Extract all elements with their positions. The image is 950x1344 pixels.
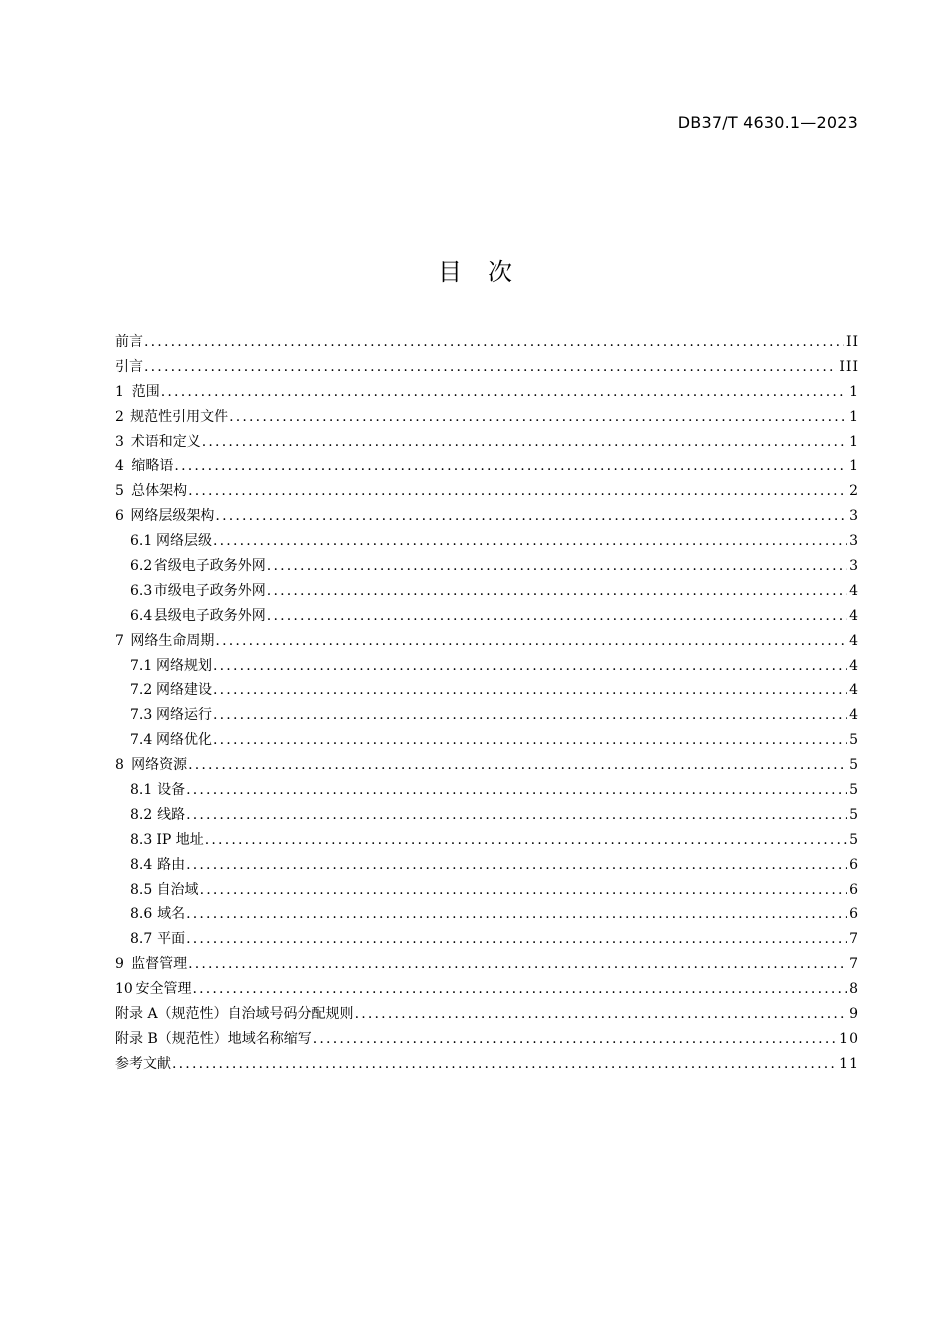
toc-entry-label: 设备 [157, 782, 186, 799]
toc-entry-label: 域名 [157, 906, 186, 923]
toc-entry-number: 8.6 [130, 906, 153, 923]
toc-entry-label: 路由 [157, 856, 186, 873]
toc-dot-leader [172, 1052, 837, 1077]
toc-entry-number: 附录 B（规范性） [115, 1030, 228, 1047]
toc-entry-page: 5 [849, 782, 859, 799]
toc-entry-number: 5 [115, 483, 124, 500]
toc-entry-number: 6.2 [130, 558, 153, 575]
toc-entry-label: 前言 [115, 334, 143, 350]
toc-entry-number: 7.3 [130, 707, 153, 724]
toc-dot-leader [313, 1027, 837, 1052]
toc-dot-leader [213, 654, 847, 679]
toc-entry-number: 8.3 [130, 831, 153, 848]
toc-entry-page: 9 [849, 1006, 859, 1023]
toc-entry-page: 1 [849, 383, 859, 400]
toc-entry[interactable] [115, 454, 859, 479]
toc-dot-leader [144, 355, 837, 380]
toc-dot-leader [200, 878, 848, 903]
toc-entry-label: 范围 [131, 383, 160, 400]
toc-entry[interactable] [115, 479, 859, 504]
toc-entry-page: 4 [849, 682, 859, 699]
toc-entry[interactable] [115, 728, 859, 753]
toc-dot-leader [213, 728, 847, 753]
toc-entry-number: 7 [115, 632, 124, 649]
toc-entry[interactable] [115, 554, 859, 579]
toc-entry-number: 6 [115, 508, 124, 525]
toc-entry-page: 6 [849, 881, 859, 898]
toc-heading-part1: 目 [438, 258, 462, 286]
toc-entry-page: 4 [849, 582, 859, 599]
toc-entry-number: 8.5 [130, 881, 153, 898]
toc-entry[interactable] [115, 753, 859, 778]
toc-dot-leader [213, 703, 847, 728]
toc-dot-leader [192, 977, 847, 1002]
toc-entry-page: 5 [849, 732, 859, 749]
toc-entry[interactable] [115, 504, 859, 529]
toc-entry-label: 县级电子政务外网 [153, 607, 266, 624]
toc-entry-page: 5 [849, 831, 859, 848]
toc-entry-label: 网络优化 [156, 732, 212, 749]
toc-entry-page: 6 [849, 906, 859, 923]
toc-dot-leader [267, 554, 847, 579]
toc-entry[interactable] [115, 803, 859, 828]
toc-entry[interactable] [115, 927, 859, 952]
toc-entry[interactable] [115, 1002, 859, 1027]
toc-dot-leader [188, 753, 847, 778]
toc-entry[interactable] [115, 878, 859, 903]
toc-entry-label: 网络运行 [156, 707, 212, 724]
toc-entry-number: 6.3 [130, 582, 153, 599]
toc-dot-leader [188, 952, 847, 977]
toc-entry[interactable] [115, 678, 859, 703]
toc-dot-leader [186, 778, 847, 803]
toc-entry-label: 线路 [157, 806, 186, 823]
toc-entry-label: 自治域 [156, 881, 199, 898]
toc-entry-number: 2 [115, 408, 124, 425]
toc-entry-page: 1 [849, 408, 859, 425]
toc-entry-page: 8 [849, 981, 859, 998]
toc-entry-label: 网络资源 [131, 757, 188, 774]
toc-entry-number: 8.2 [130, 806, 153, 823]
toc-entry-number: 8 [115, 757, 124, 774]
toc-entry-number: 6.4 [130, 607, 153, 624]
toc-entry-label: 引言 [115, 358, 143, 375]
toc-entry[interactable] [115, 529, 859, 554]
toc-dot-leader [144, 330, 844, 355]
toc-entry[interactable] [115, 977, 859, 1002]
toc-entry-page: 4 [849, 632, 859, 649]
toc-dot-leader [213, 529, 847, 554]
toc-heading-part2: 次 [488, 258, 512, 286]
toc-entry-page: 1 [849, 433, 859, 450]
toc-entry-label: IP 地址 [156, 831, 204, 848]
toc-entry-page: 4 [849, 707, 859, 724]
toc-entry[interactable] [115, 703, 859, 728]
toc-entry-label: 网络层级架构 [130, 508, 215, 525]
toc-dot-leader [186, 902, 847, 927]
toc-dot-leader [188, 479, 847, 504]
toc-dot-leader [229, 405, 847, 430]
toc-entry-number: 7.1 [130, 657, 153, 674]
toc-entry-page: 5 [849, 757, 859, 774]
toc-dot-leader [215, 504, 847, 529]
toc-entry-label: 规范性引用文件 [130, 408, 229, 425]
toc-entry-page: III [839, 358, 859, 375]
toc-entry-number: 8.1 [130, 782, 153, 799]
toc-entry[interactable] [115, 1027, 859, 1052]
toc-entry[interactable] [115, 380, 859, 405]
toc-entry-page: 10 [839, 1030, 859, 1047]
toc-entry-number: 7.2 [130, 682, 153, 699]
toc-entry-number: 8.4 [130, 856, 153, 873]
toc-entry[interactable] [115, 778, 859, 803]
toc-entry-page: 3 [849, 508, 859, 525]
toc-entry[interactable] [115, 405, 859, 430]
toc-entry-number: 4 [115, 458, 124, 475]
toc-entry-number: 7.4 [130, 732, 153, 749]
toc-entry-number: 10 [115, 981, 133, 998]
toc-entry-page: 3 [849, 533, 859, 550]
toc-entry-number: 附录 A（规范性） [115, 1006, 228, 1023]
toc-entry-label: 地域名称缩写 [227, 1030, 312, 1047]
toc-entry-label: 参考文献 [115, 1055, 171, 1072]
document-code: DB37/T 4630.1—2023 [677, 113, 858, 132]
toc-entry-label: 网络层级 [156, 533, 212, 550]
toc-dot-leader [267, 604, 847, 629]
toc-entry[interactable] [115, 828, 859, 853]
toc-entry-label: 缩略语 [131, 458, 174, 475]
toc-entry-page: 11 [839, 1055, 859, 1072]
toc-dot-leader [186, 927, 847, 952]
toc-entry-label: 监督管理 [131, 956, 188, 973]
toc-dot-leader [215, 629, 847, 654]
toc-dot-leader [186, 853, 847, 878]
toc-dot-leader [174, 454, 847, 479]
toc-entry[interactable] [115, 355, 859, 380]
toc-entry-number: 1 [115, 383, 124, 400]
toc-entry[interactable] [115, 902, 859, 927]
toc-entry-label: 术语和定义 [130, 433, 201, 450]
toc-entry-page: 5 [849, 806, 859, 823]
toc-entry-page: 2 [849, 483, 859, 500]
toc-dot-leader [355, 1002, 848, 1027]
toc-entry-page: 3 [849, 558, 859, 575]
toc-entry[interactable] [115, 952, 859, 977]
toc-entry-label: 市级电子政务外网 [153, 582, 266, 599]
toc-entry[interactable] [115, 853, 859, 878]
toc-entry[interactable] [115, 430, 859, 455]
toc-entry-page: II [845, 334, 859, 350]
toc-entry[interactable] [115, 579, 859, 604]
toc-entry-label: 平面 [157, 931, 186, 948]
toc-entry-page: 7 [849, 956, 859, 973]
toc-entry[interactable] [115, 654, 859, 679]
toc-entry-label: 网络规划 [156, 657, 212, 674]
toc-entry-page: 1 [849, 458, 859, 475]
toc-entry-page: 6 [849, 856, 859, 873]
toc-entry-number: 9 [115, 956, 124, 973]
toc-entry-number: 3 [115, 433, 124, 450]
toc-dot-leader [161, 380, 847, 405]
toc-dot-leader [267, 579, 847, 604]
toc-entry-label: 网络生命周期 [130, 632, 215, 649]
toc-entry-page: 4 [849, 657, 859, 674]
toc-entry-page: 7 [849, 931, 859, 948]
toc-entry-label: 安全管理 [135, 981, 192, 998]
toc-heading [0, 252, 950, 287]
toc-entry-label: 省级电子政务外网 [153, 558, 266, 575]
toc-dot-leader [213, 678, 847, 703]
toc-entry-number: 8.7 [130, 931, 153, 948]
toc-entry-number: 6.1 [130, 533, 153, 550]
toc-entry[interactable] [115, 629, 859, 654]
toc-entry-label: 网络建设 [156, 682, 212, 699]
toc-dot-leader [205, 828, 847, 853]
toc-entry-page: 4 [849, 607, 859, 624]
toc-dot-leader [186, 803, 847, 828]
toc-entry[interactable] [115, 604, 859, 629]
toc-dot-leader [202, 430, 847, 455]
table-of-contents [115, 330, 859, 1077]
toc-entry-label: 自治域号码分配规则 [227, 1006, 354, 1023]
toc-entry-label: 总体架构 [131, 483, 188, 500]
toc-entry[interactable] [115, 330, 859, 355]
toc-entry[interactable] [115, 1052, 859, 1077]
